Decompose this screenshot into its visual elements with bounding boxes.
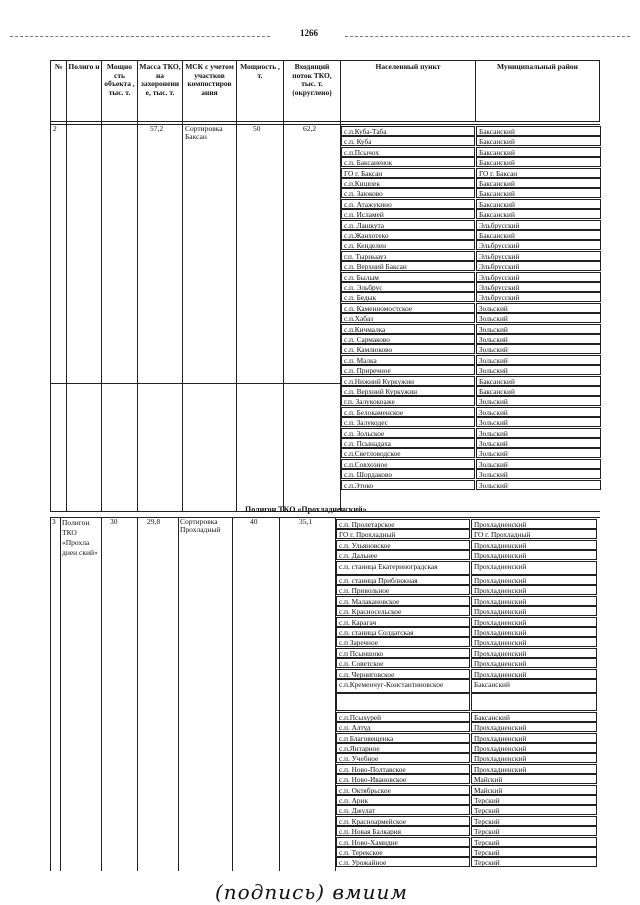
hdr-settlement: Населенный пункт bbox=[340, 60, 476, 122]
settlement-cell: с.п.Светловодское bbox=[341, 448, 475, 458]
settlement-cell: с.п. Куба bbox=[341, 136, 475, 146]
settlement-cell: с.п. Новая Балкария bbox=[336, 826, 470, 836]
settlement-cell: с.п.Кичмалка bbox=[341, 324, 475, 334]
settlement-cell: с.п. станица Солдатская bbox=[336, 627, 470, 637]
settlement-cell: с.п. станица Екатериноградская bbox=[336, 561, 470, 575]
settlement-cell: с.п. Приречное bbox=[341, 365, 475, 375]
district-cell: Эльбрусский bbox=[476, 251, 601, 261]
district-cell: Зольский bbox=[476, 407, 601, 417]
s3-vline-5 bbox=[232, 517, 233, 871]
settlement-cell: с.п. Эльбрус bbox=[341, 282, 475, 292]
district-cell: Терский bbox=[471, 805, 597, 815]
settlement-cell: с.п. Каменномостское bbox=[341, 303, 475, 313]
settlement-cell: с.п. Черниговское bbox=[336, 669, 470, 679]
settlement-cell: с.п. Ново-Полтавское bbox=[336, 764, 470, 774]
settlement-cell: с.п.Нижний Куркужин bbox=[341, 376, 475, 386]
s3-capacity-objects: 30 bbox=[110, 518, 118, 526]
district-cell: Баксанский bbox=[476, 157, 601, 167]
settlement-cell: с.п. Малакановское bbox=[336, 596, 470, 606]
settlement-cell: с.п. Верхний Куркужин bbox=[341, 386, 475, 396]
s3-vline-3 bbox=[137, 517, 138, 871]
district-cell: Зольский bbox=[476, 365, 601, 375]
settlement-cell: с.п. Камлюково bbox=[341, 344, 475, 354]
district-cell: Баксанский bbox=[476, 126, 601, 136]
district-cell: Прохладненский bbox=[471, 550, 597, 560]
district-cell: Прохладненский bbox=[471, 743, 597, 753]
settlement-cell: с.п. Карагач bbox=[336, 617, 470, 627]
district-cell: Прохладненский bbox=[471, 561, 597, 575]
district-cell: Майский bbox=[471, 774, 597, 784]
district-cell: Прохладненский bbox=[471, 658, 597, 668]
settlement-cell: с.п. Арик bbox=[336, 795, 470, 805]
settlement-cell: с.п. Залукодес bbox=[341, 417, 475, 427]
settlement-cell: с.п. Джулат bbox=[336, 805, 470, 815]
settlement-cell: с.п.Кременчуг-Константиновское bbox=[336, 679, 470, 693]
settlement-cell: с.п. Дальнее bbox=[336, 550, 470, 560]
district-cell: Терский bbox=[471, 837, 597, 847]
district-cell: Эльбрусский bbox=[476, 261, 601, 271]
hdr-capacity-objects: Мощно сть объекта , тыс. т. bbox=[101, 60, 138, 122]
district-cell: Баксанский bbox=[476, 147, 601, 157]
district-cell: Прохладненский bbox=[471, 519, 597, 529]
district-cell: Баксанский bbox=[476, 386, 601, 396]
district-cell: Терский bbox=[471, 847, 597, 857]
settlement-cell: с.п. Исламей bbox=[341, 209, 475, 219]
s2-vline-4 bbox=[182, 122, 183, 511]
s2-mass: 57,2 bbox=[150, 125, 164, 133]
district-cell: Прохладненский bbox=[471, 606, 597, 616]
settlement-cell: с.п. Заюково bbox=[341, 188, 475, 198]
settlement-cell: с.п Благовещенка bbox=[336, 733, 470, 743]
district-cell: ГО г. Прохладный bbox=[471, 529, 597, 539]
s3-msk: Сортировка Прохладный bbox=[180, 518, 221, 535]
district-cell: Прохладненский bbox=[471, 540, 597, 550]
hdr-num: № bbox=[50, 60, 67, 122]
settlement-cell: с.п.Кишпек bbox=[341, 178, 475, 188]
settlement-cell: с.п. Белокаменское bbox=[341, 407, 475, 417]
section2-mid-line bbox=[50, 383, 340, 384]
s3-num: 3 bbox=[52, 518, 56, 526]
district-cell: Прохладненский bbox=[471, 764, 597, 774]
settlement-cell: с.п. Урожайное bbox=[336, 857, 470, 867]
settlement-cell: с.п. Красносельское bbox=[336, 606, 470, 616]
settlement-cell: с.п. Баксаненок bbox=[341, 157, 475, 167]
district-cell: Прохладненский bbox=[471, 733, 597, 743]
settlement-cell: с.п.Хабаз bbox=[341, 313, 475, 323]
district-cell: Баксанский bbox=[476, 209, 601, 219]
settlement-cell: с.п. Кенделен bbox=[341, 240, 475, 250]
settlement-cell: с.п. Сармаково bbox=[341, 334, 475, 344]
district-cell: Зольский bbox=[476, 355, 601, 365]
settlement-cell: с.п. Ульяновское bbox=[336, 540, 470, 550]
settlement-cell: с.п. Пролетарское bbox=[336, 519, 470, 529]
district-cell: Прохладненский bbox=[471, 669, 597, 679]
district-cell: Зольский bbox=[476, 313, 601, 323]
settlement-cell: ГО г. Прохладный bbox=[336, 529, 470, 539]
section2-top-line bbox=[50, 124, 600, 125]
district-cell: Зольский bbox=[476, 324, 601, 334]
district-cell: Прохладненский bbox=[471, 637, 597, 647]
district-cell: Баксанский bbox=[476, 230, 601, 240]
district-cell: Зольский bbox=[476, 428, 601, 438]
district-cell: Терский bbox=[471, 857, 597, 867]
settlement-cell: с.п.Этоко bbox=[341, 480, 475, 490]
district-cell: Эльбрусский bbox=[476, 240, 601, 250]
district-cell: Прохладненский bbox=[471, 753, 597, 763]
s2-vline-6 bbox=[283, 122, 284, 511]
settlement-cell: с.п. Псынадаха bbox=[341, 438, 475, 448]
district-cell: Терский bbox=[471, 795, 597, 805]
district-cell: Прохладненский bbox=[471, 596, 597, 606]
settlement-cell: с.п. Советское bbox=[336, 658, 470, 668]
district-cell: Майский bbox=[471, 785, 597, 795]
settlement-cell: с.п.Куба-Таба bbox=[341, 126, 475, 136]
district-cell: Прохладненский bbox=[471, 627, 597, 637]
district-cell: Зольский bbox=[476, 469, 601, 479]
district-cell: Эльбрусский bbox=[476, 292, 601, 302]
district-cell: Баксанский bbox=[476, 376, 601, 386]
hdr-incoming: Входящий поток ТКО, тыс. т. (округлено) bbox=[283, 60, 341, 122]
settlement-cell: с.п Псыншоко bbox=[336, 648, 470, 658]
s2-vline-5 bbox=[236, 122, 237, 511]
settlement-cell: г.п. Залукокоаже bbox=[341, 396, 475, 406]
settlement-cell: с.п.Жанхотеко bbox=[341, 230, 475, 240]
district-cell: Зольский bbox=[476, 480, 601, 490]
s2-num: 2 bbox=[53, 125, 57, 133]
settlement-cell: с.п. Ново-Хамидие bbox=[336, 837, 470, 847]
district-cell: Баксанский bbox=[476, 199, 601, 209]
page-number: 1266 bbox=[300, 28, 318, 38]
s2-capacity: 50 bbox=[253, 125, 261, 133]
s3-vline-6 bbox=[279, 517, 280, 871]
district-cell: Зольский bbox=[476, 417, 601, 427]
s2-msk: Сортировка Баксан bbox=[185, 125, 223, 142]
district-cell: Эльбрусский bbox=[476, 272, 601, 282]
top-dash-right bbox=[345, 36, 630, 37]
settlement-cell: с.п. Терекское bbox=[336, 847, 470, 857]
settlement-cell: с.п. Ново-Ивановское bbox=[336, 774, 470, 784]
settlement-cell: с.п. Шордаково bbox=[341, 469, 475, 479]
settlement-cell: с.п.Янтарное bbox=[336, 743, 470, 753]
settlement-cell: с.п. Зольское bbox=[341, 428, 475, 438]
district-cell: Зольский bbox=[476, 334, 601, 344]
settlement-cell: с.п. Атажукино bbox=[341, 199, 475, 209]
s3-polygon: Полигон ТКО «Прохла днен ский» bbox=[62, 518, 98, 558]
hdr-msk: МСК с учетом участков компостиров ания bbox=[182, 60, 237, 122]
settlement-cell: с.п.Псычох bbox=[341, 147, 475, 157]
settlement-cell: с.п. Верхний Баксан bbox=[341, 261, 475, 271]
district-cell: Зольский bbox=[476, 438, 601, 448]
s3-incoming: 35,1 bbox=[299, 518, 313, 526]
settlement-cell: с.п. Октябрьское bbox=[336, 785, 470, 795]
district-cell: ГО г. Баксан bbox=[476, 168, 601, 178]
s2-vline-2 bbox=[101, 122, 102, 511]
district-cell: Прохладненский bbox=[471, 585, 597, 595]
hdr-capacity: Мощность , т. bbox=[236, 60, 284, 122]
district-cell: Баксанский bbox=[476, 178, 601, 188]
district-cell: Прохладненский bbox=[471, 722, 597, 732]
settlement-cell: с.п.Псыхурей bbox=[336, 712, 470, 722]
top-dash-left bbox=[10, 36, 270, 37]
district-cell: Терский bbox=[471, 826, 597, 836]
settlement-cell: с.п. Красноармейское bbox=[336, 816, 470, 826]
settlement-cell: с.п. Былым bbox=[341, 272, 475, 282]
settlement-cell: с.п Заречное bbox=[336, 637, 470, 647]
section3-title: Полигон ТКО «Прохладненский» bbox=[245, 505, 367, 514]
settlement-cell: с.п. Малка bbox=[341, 355, 475, 365]
settlement-cell: с.п. Бедык bbox=[341, 292, 475, 302]
district-cell: Эльбрусский bbox=[476, 282, 601, 292]
settlement-cell: г.п. Тырныауз bbox=[341, 251, 475, 261]
hdr-district: Муниципальный район bbox=[475, 60, 600, 122]
settlement-cell: с.п. Лашкута bbox=[341, 220, 475, 230]
s2-vline-1 bbox=[66, 122, 67, 511]
district-cell: Баксанский bbox=[476, 136, 601, 146]
s3-mass: 29,8 bbox=[147, 518, 161, 526]
district-cell: Прохладненский bbox=[471, 617, 597, 627]
s3-vline-1 bbox=[60, 517, 61, 871]
s3-vline-4 bbox=[178, 517, 179, 871]
district-cell: Зольский bbox=[476, 448, 601, 458]
district-cell: Баксанский bbox=[471, 712, 597, 722]
settlement-cell: с.п. Учебное bbox=[336, 753, 470, 763]
s3-vline-2 bbox=[101, 517, 102, 871]
s2-incoming: 62,2 bbox=[303, 125, 317, 133]
district-cell: Зольский bbox=[476, 459, 601, 469]
district-cell: Зольский bbox=[476, 344, 601, 354]
hdr-polygon: Полиго н bbox=[66, 60, 102, 122]
district-cell: Баксанский bbox=[471, 679, 597, 693]
district-cell bbox=[471, 693, 597, 711]
s3-capacity: 40 bbox=[250, 518, 258, 526]
s2-vline-3 bbox=[137, 122, 138, 511]
district-cell: Прохладненский bbox=[471, 575, 597, 585]
district-cell: Зольский bbox=[476, 396, 601, 406]
hdr-mass: Масса ТКО, на захоронени е, тыс. т. bbox=[137, 60, 183, 122]
district-cell: Эльбрусский bbox=[476, 220, 601, 230]
district-cell: Терский bbox=[471, 816, 597, 826]
settlement-cell: с.п. Алтуд bbox=[336, 722, 470, 732]
settlement-cell: ГО г. Баксан bbox=[341, 168, 475, 178]
district-cell: Прохладненский bbox=[471, 648, 597, 658]
s3-vline-0 bbox=[50, 517, 51, 871]
settlement-cell: с.п.Совхозное bbox=[341, 459, 475, 469]
settlement-cell: с.п. Привольное bbox=[336, 585, 470, 595]
district-cell: Зольский bbox=[476, 303, 601, 313]
settlement-cell: с.п. станица Приближная bbox=[336, 575, 470, 585]
handwritten-signature: (подпись) вмиим bbox=[215, 880, 408, 904]
district-cell: Баксанский bbox=[476, 188, 601, 198]
s2-vline-0 bbox=[50, 122, 51, 511]
settlement-cell bbox=[336, 693, 470, 711]
section3-title-bottom bbox=[50, 517, 600, 518]
